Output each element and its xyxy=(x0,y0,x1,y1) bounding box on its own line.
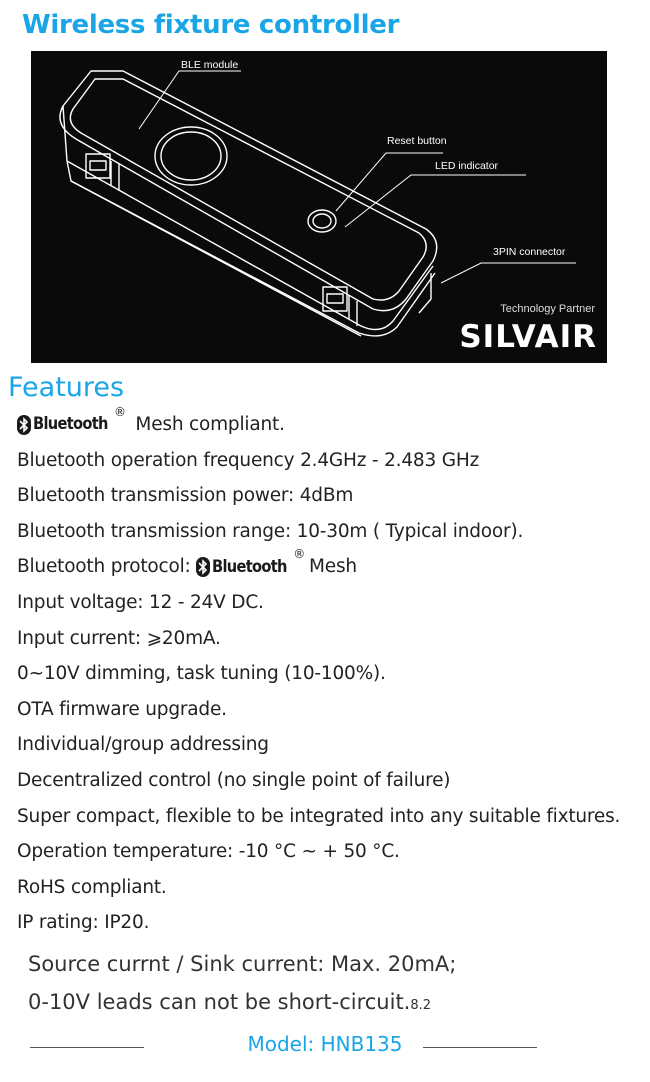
annotation-reset-button: Reset button xyxy=(387,135,447,147)
feature-addressing: Individual/group addressing xyxy=(17,734,269,756)
mesh-compliant-text: Mesh compliant. xyxy=(129,414,285,435)
note-short-circuit xyxy=(28,990,431,1014)
feature-decentralized: Decentralized control (no single point of failure) xyxy=(17,769,451,791)
feature-protocol xyxy=(17,549,649,585)
bluetooth-logo xyxy=(17,407,112,443)
divider-right xyxy=(423,1047,537,1048)
protocol-suffix: Mesh xyxy=(309,556,357,578)
feature-dimming: 0~10V dimming, task tuning (10-100%). xyxy=(17,663,386,685)
bluetooth-icon xyxy=(17,415,31,435)
feature-rohs: RoHS compliant. xyxy=(17,876,167,898)
product-image xyxy=(31,51,607,363)
annotation-ble-module: BLE module xyxy=(181,59,239,71)
feature-power: Bluetooth transmission power: 4dBm xyxy=(17,485,354,507)
feature-frequency: Bluetooth operation frequency 2.4GHz - 2.483 GHz xyxy=(17,449,480,471)
silvair-logo: SILVAIR xyxy=(459,319,597,355)
bluetooth-wordmark: Bluetooth xyxy=(212,556,288,577)
technology-partner-label: Technology Partner xyxy=(500,303,595,315)
device-outline xyxy=(31,51,607,363)
registered-mark: ® xyxy=(113,405,126,419)
bluetooth-wordmark: Bluetooth xyxy=(33,414,108,435)
bluetooth-logo xyxy=(196,550,291,586)
note-short-circuit-text: 0-10V leads can not be short-circuit. xyxy=(28,990,411,1014)
model-label: Model: HNB135 xyxy=(247,1032,403,1056)
feature-current: Input current: ⩾20mA. xyxy=(17,627,221,649)
feature-range: Bluetooth transmission range: 10-30m ( Typical indoor). xyxy=(17,520,524,542)
features-list xyxy=(17,407,649,941)
page-title: Wireless fixture controller xyxy=(22,10,400,40)
bluetooth-icon xyxy=(196,557,210,577)
version-number: 8.2 xyxy=(410,998,432,1013)
feature-ota: OTA firmware upgrade. xyxy=(17,698,227,720)
feature-ip-rating: IP rating: IP20. xyxy=(17,912,150,934)
annotation-3pin-connector: 3PIN connector xyxy=(493,246,566,258)
feature-temperature: Operation temperature: -10 °C ~ + 50 °C. xyxy=(17,841,400,863)
feature-mesh-compliant xyxy=(17,407,649,443)
features-heading: Features xyxy=(8,372,125,403)
note-source-sink-current: Source currnt / Sink current: Max. 20mA; xyxy=(28,952,457,976)
annotation-led-indicator: LED indicator xyxy=(435,160,499,172)
feature-voltage: Input voltage: 12 - 24V DC. xyxy=(17,591,264,613)
feature-compact: Super compact, flexible to be integrated into any suitable fixtures. xyxy=(17,805,621,827)
registered-mark: ® xyxy=(293,547,306,562)
protocol-prefix: Bluetooth protocol: xyxy=(17,556,197,578)
